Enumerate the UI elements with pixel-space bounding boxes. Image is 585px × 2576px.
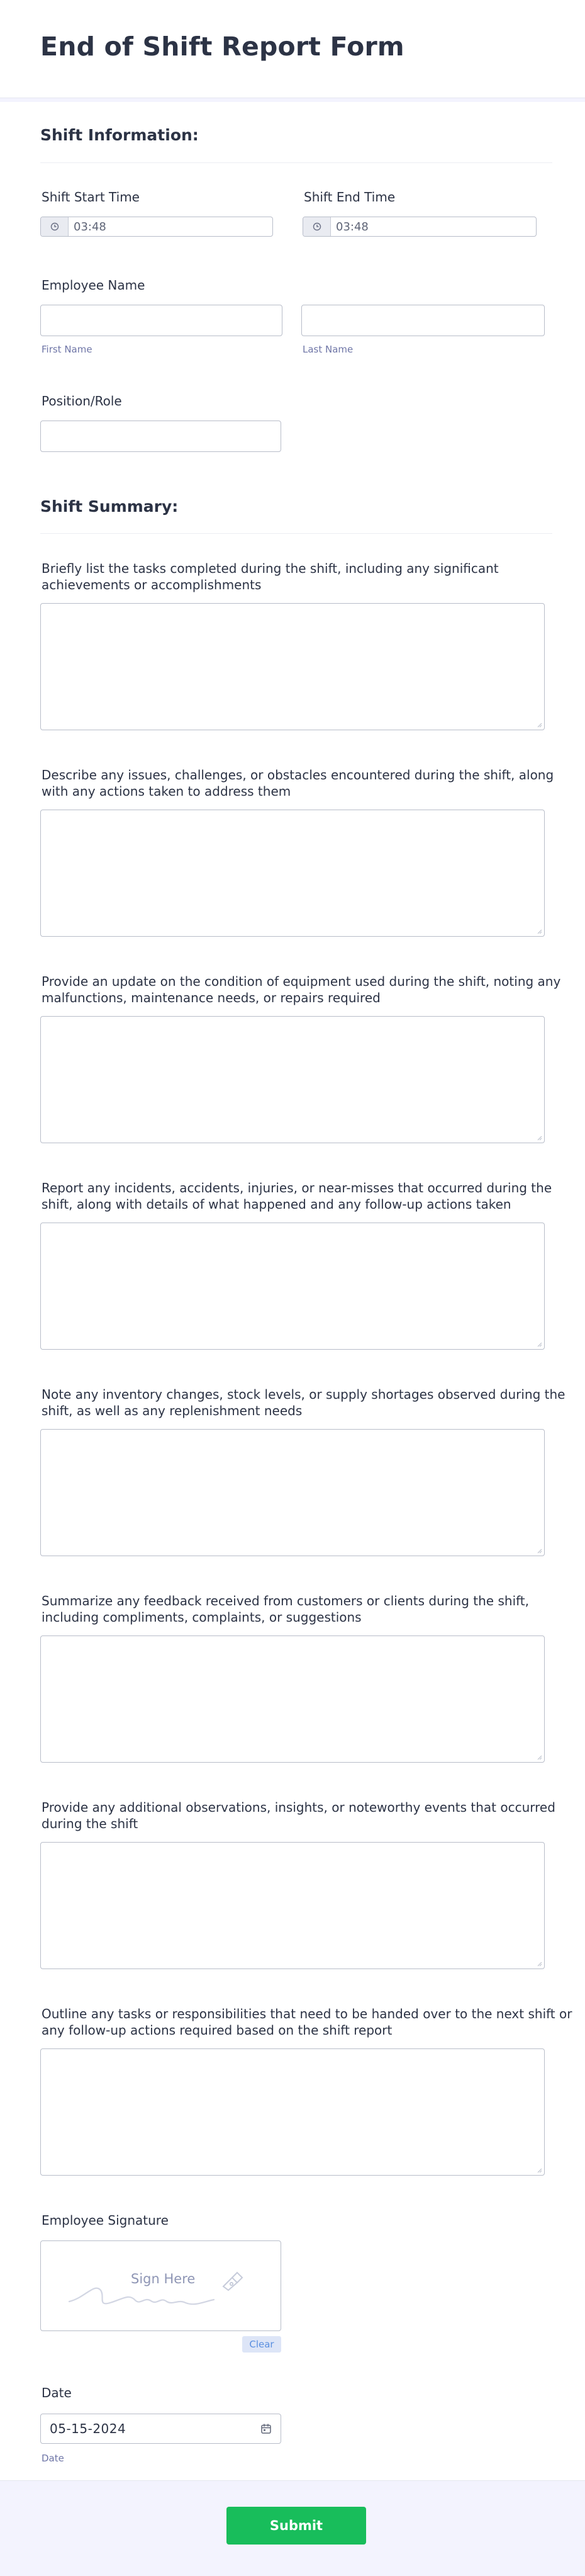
signature-pad[interactable] — [40, 2240, 281, 2331]
shift-end-time-label: Shift End Time — [304, 189, 396, 205]
question-label-incidents — [42, 1180, 552, 1212]
clear-signature-button[interactable]: Clear — [242, 2336, 281, 2353]
question-label-tasks-completed — [42, 560, 499, 593]
resize-grip-icon[interactable] — [536, 1547, 542, 1554]
question-line: during the shift — [42, 1816, 138, 1831]
section-divider — [40, 533, 552, 534]
equipment-condition-textarea[interactable] — [40, 1016, 545, 1143]
question-line: shift, as well as any replenishment needs — [42, 1403, 303, 1418]
question-label-issues-challenges — [42, 767, 554, 799]
last-name-sublabel: Last Name — [303, 344, 354, 355]
resize-grip-icon[interactable] — [536, 2167, 542, 2173]
resize-grip-icon[interactable] — [536, 1134, 542, 1141]
question-label-handover — [42, 2006, 572, 2038]
question-line: including compliments, complaints, or suggestions — [42, 1610, 362, 1625]
shift-start-time-value: 03:48 — [74, 220, 106, 234]
question-line: Provide an update on the condition of equipment used during the shift, noting any — [42, 974, 561, 989]
calendar-icon[interactable] — [260, 2423, 272, 2434]
resize-grip-icon[interactable] — [536, 1960, 542, 1967]
clock-icon — [303, 217, 331, 236]
section-title-shift-information: Shift Information: — [40, 126, 199, 144]
question-line: with any actions taken to address them — [42, 784, 291, 799]
form-header — [0, 0, 585, 98]
handover-textarea[interactable] — [40, 2048, 545, 2176]
resize-grip-icon[interactable] — [536, 1341, 542, 1347]
issues-challenges-textarea[interactable] — [40, 810, 545, 937]
first-name-input[interactable] — [40, 305, 282, 336]
date-value: 05-15-2024 — [50, 2421, 126, 2436]
observations-textarea[interactable] — [40, 1842, 545, 1969]
first-name-sublabel: First Name — [42, 344, 92, 355]
question-label-observations — [42, 1799, 555, 1832]
question-line: Describe any issues, challenges, or obstacles encountered during the shift, along — [42, 767, 554, 782]
question-line: Briefly list the tasks completed during the shift, including any significant — [42, 561, 499, 576]
question-line: Report any incidents, accidents, injuries, or near-misses that occurred during the — [42, 1180, 552, 1195]
question-label-equipment-condition — [42, 973, 560, 1006]
resize-grip-icon[interactable] — [536, 721, 542, 728]
form-footer — [0, 2480, 585, 2576]
clock-icon — [41, 217, 69, 236]
question-line: Note any inventory changes, stock levels, or supply shortages observed during the — [42, 1387, 566, 1402]
customer-feedback-textarea[interactable] — [40, 1635, 545, 1763]
pen-icon — [220, 2269, 248, 2291]
section-title-shift-summary: Shift Summary: — [40, 497, 179, 516]
question-line: Outline any tasks or responsibilities that need to be handed over to the next shift or — [42, 2006, 572, 2021]
incidents-textarea[interactable] — [40, 1223, 545, 1350]
position-role-input[interactable] — [40, 421, 281, 452]
date-sublabel: Date — [42, 2453, 64, 2464]
question-line: Summarize any feedback received from customers or clients during the shift, — [42, 1593, 530, 1608]
date-input[interactable] — [40, 2414, 281, 2444]
inventory-textarea[interactable] — [40, 1429, 545, 1556]
shift-start-time-label: Shift Start Time — [42, 189, 140, 205]
submit-button[interactable]: Submit — [226, 2507, 366, 2545]
signature-placeholder: Sign Here — [131, 2271, 196, 2286]
section-divider — [40, 162, 552, 163]
resize-grip-icon[interactable] — [536, 928, 542, 934]
question-line: achievements or accomplishments — [42, 577, 262, 592]
question-line: any follow-up actions required based on the shift report — [42, 2023, 393, 2038]
question-line: Provide any additional observations, insights, or noteworthy events that occurred — [42, 1800, 555, 1815]
position-role-label: Position/Role — [42, 393, 122, 409]
question-label-customer-feedback — [42, 1593, 529, 1625]
form-title: End of Shift Report Form — [40, 31, 404, 62]
shift-end-time-input[interactable] — [303, 217, 537, 237]
form-body — [0, 102, 585, 2480]
last-name-input[interactable] — [301, 305, 545, 336]
shift-start-time-input[interactable] — [40, 217, 273, 237]
tasks-completed-textarea[interactable] — [40, 603, 545, 730]
question-line: shift, along with details of what happened and any follow-up actions taken — [42, 1197, 511, 1212]
shift-end-time-value: 03:48 — [336, 220, 369, 234]
employee-signature-label: Employee Signature — [42, 2213, 169, 2228]
question-line: malfunctions, maintenance needs, or repairs required — [42, 990, 381, 1005]
question-label-inventory — [42, 1386, 566, 1419]
date-label: Date — [42, 2385, 72, 2400]
employee-name-label: Employee Name — [42, 278, 145, 293]
resize-grip-icon[interactable] — [536, 1754, 542, 1760]
